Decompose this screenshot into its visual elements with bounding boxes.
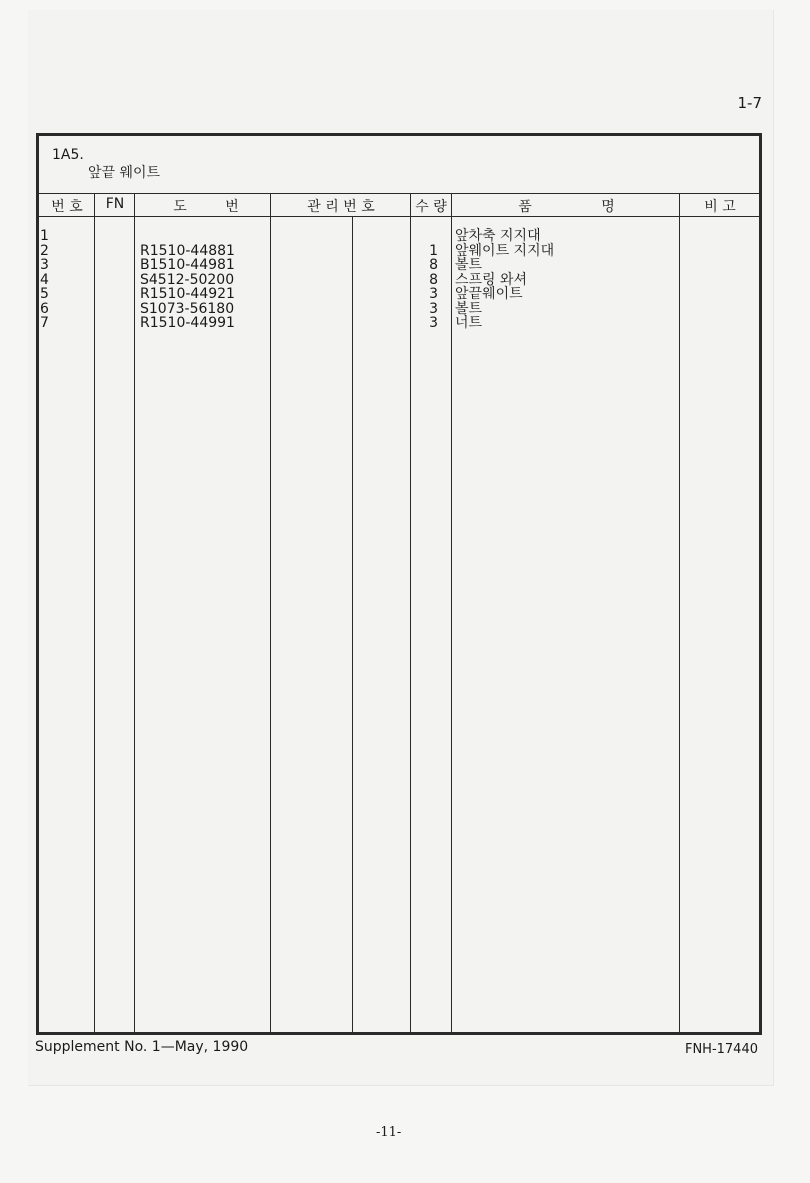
header-qty: 수 량 (415, 199, 447, 215)
row-qty-cell: 3 (429, 315, 438, 331)
row-drawing-cell: S4512-50200 (140, 271, 235, 288)
header-top-rule (38, 193, 760, 194)
row-drawing-cell: R1510-44881 (140, 242, 235, 259)
document-code: FNH-17440 (684, 1042, 758, 1057)
row-qty-cell: 8 (429, 257, 438, 273)
row-name-cell: 앞차축 지지대 (455, 228, 541, 244)
header-bottom-rule (38, 216, 760, 217)
header-drawing-b: 번 (225, 199, 239, 215)
section-title: 앞끝 웨이트 (88, 165, 161, 181)
divider-mgmt-split (352, 216, 353, 1032)
row-name-cell: 너트 (455, 315, 483, 331)
row-no-cell: 2 (40, 242, 49, 259)
divider-drawing-mgmt (270, 193, 271, 1032)
row-name-cell: 볼트 (455, 257, 483, 273)
row-drawing-cell: R1510-44921 (140, 286, 235, 302)
row-no-cell: 7 (40, 315, 49, 331)
divider-no-fn (94, 193, 95, 1032)
row-qty-cell: 3 (429, 286, 438, 302)
row-name-cell: 스프링 와셔 (455, 271, 528, 288)
header-drawing-a: 도 (173, 199, 187, 215)
row-no-cell: 1 (40, 228, 49, 244)
divider-mgmt-qty (410, 193, 411, 1032)
divider-fn-drawing (134, 193, 135, 1032)
row-name-cell: 볼트 (455, 300, 483, 317)
header-no: 번 호 (51, 199, 83, 215)
row-no-cell: 4 (40, 271, 49, 288)
row-qty-cell: 3 (429, 300, 438, 317)
row-no-cell: 6 (40, 300, 49, 317)
row-qty-cell: 1 (429, 242, 438, 259)
header-fn: FN (105, 196, 125, 212)
row-name-cell: 앞웨이트 지지대 (455, 242, 555, 259)
header-mgmt-no: 관 리 번 호 (307, 199, 375, 215)
row-no-cell: 3 (40, 257, 49, 273)
header-name-a: 품 (518, 199, 532, 215)
header-remark: 비 고 (704, 199, 736, 215)
row-no-cell: 5 (40, 286, 49, 302)
section-number: 1A5. (52, 147, 84, 163)
row-qty-cell: 8 (429, 271, 438, 288)
divider-name-remark (679, 193, 680, 1032)
header-name-b: 명 (601, 199, 615, 215)
supplement-note: Supplement No. 1—May, 1990 (35, 1039, 249, 1055)
row-drawing-cell: B1510-44981 (140, 257, 235, 273)
row-drawing-cell: R1510-44991 (140, 315, 235, 331)
page-label-top: 1-7 (737, 94, 762, 112)
row-drawing-cell: S1073-56180 (140, 300, 235, 317)
divider-qty-name (451, 193, 452, 1032)
page-number-bottom: -11- (376, 1125, 402, 1140)
row-name-cell: 앞끝웨이트 (455, 286, 523, 302)
